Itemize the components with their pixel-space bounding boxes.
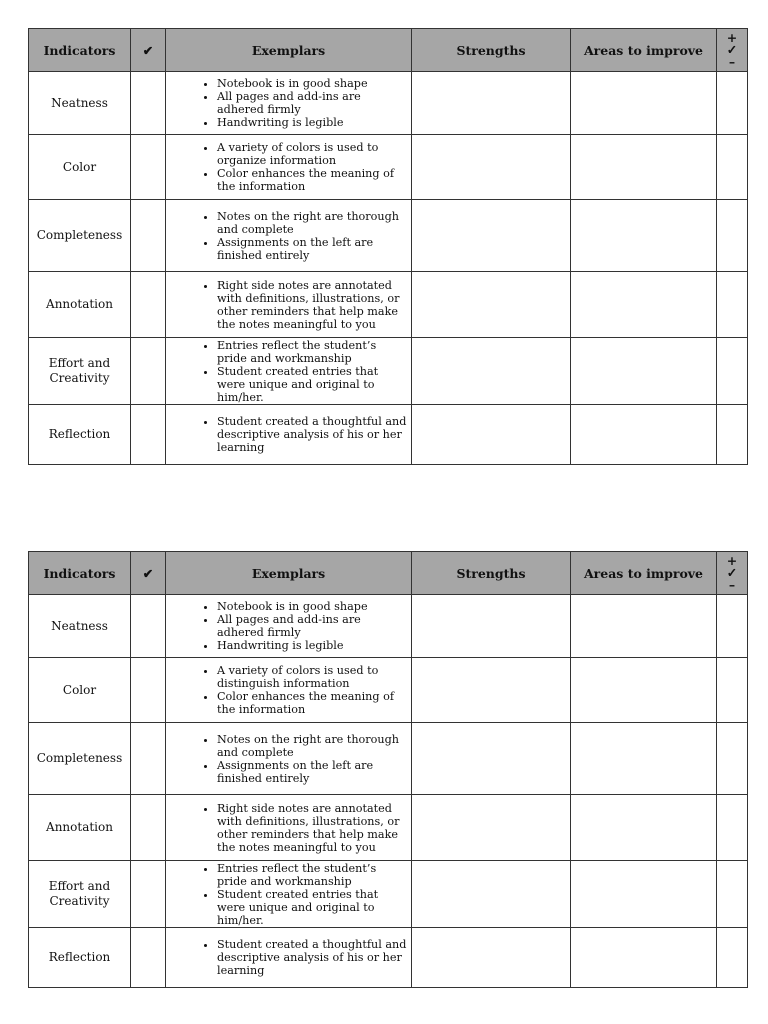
- strengths-cell[interactable]: [412, 595, 571, 658]
- exemplars-cell: [166, 723, 412, 795]
- mark-cell[interactable]: [717, 338, 748, 405]
- areas-to-improve-cell[interactable]: [571, 928, 717, 988]
- exemplar-item: • Handwriting is legible: [217, 639, 407, 652]
- indicator-cell: Color: [29, 658, 131, 723]
- check-cell[interactable]: [131, 135, 166, 200]
- exemplar-item: • Student created a thoughtful and descriptive analysis of his or her learning: [217, 415, 407, 454]
- exemplar-item: • All pages and add-ins are adhered firmly: [217, 90, 407, 116]
- exemplar-item: • Color enhances the meaning of the information: [217, 167, 407, 193]
- table-row: [29, 723, 748, 795]
- areas-to-improve-cell[interactable]: [571, 200, 717, 272]
- exemplar-item: • A variety of colors is used to distinguish information: [217, 664, 407, 690]
- areas-to-improve-cell[interactable]: [571, 338, 717, 405]
- exemplars-cell: [166, 795, 412, 861]
- exemplar-item: • Notes on the right are thorough and complete: [217, 733, 407, 759]
- areas-to-improve-header: Areas to improve: [571, 29, 717, 72]
- indicator-cell: Annotation: [29, 272, 131, 338]
- areas-to-improve-cell[interactable]: [571, 861, 717, 928]
- strengths-cell[interactable]: [412, 861, 571, 928]
- exemplar-list: [166, 733, 411, 785]
- check-cell[interactable]: [131, 272, 166, 338]
- strengths-cell[interactable]: [412, 405, 571, 465]
- exemplar-item: • Handwriting is legible: [217, 116, 407, 129]
- exemplar-list: [166, 279, 411, 331]
- exemplar-item: • Notes on the right are thorough and complete: [217, 210, 407, 236]
- exemplar-item: • Notebook is in good shape: [217, 600, 407, 613]
- exemplar-item: • Entries reflect the student’s pride and workmanship: [217, 339, 407, 365]
- strengths-cell[interactable]: [412, 200, 571, 272]
- indicator-cell: Neatness: [29, 595, 131, 658]
- check-cell[interactable]: [131, 72, 166, 135]
- indicator-cell: Reflection: [29, 928, 131, 988]
- mark-cell[interactable]: [717, 272, 748, 338]
- strengths-cell[interactable]: [412, 72, 571, 135]
- areas-to-improve-header: Areas to improve: [571, 552, 717, 595]
- exemplar-list: [166, 802, 411, 854]
- exemplars-cell: [166, 72, 412, 135]
- checkmark-mark: ✓: [726, 565, 738, 580]
- mark-cell[interactable]: [717, 723, 748, 795]
- indicator-cell: Completeness: [29, 200, 131, 272]
- table-row: [29, 338, 748, 405]
- strengths-cell[interactable]: [412, 338, 571, 405]
- strengths-cell[interactable]: [412, 795, 571, 861]
- check-cell[interactable]: [131, 795, 166, 861]
- strengths-cell[interactable]: [412, 658, 571, 723]
- exemplar-item: • A variety of colors is used to organize information: [217, 141, 407, 167]
- exemplars-cell: [166, 200, 412, 272]
- areas-to-improve-cell[interactable]: [571, 405, 717, 465]
- exemplar-item: • Student created a thoughtful and descriptive analysis of his or her learning: [217, 938, 407, 977]
- exemplar-list: [166, 77, 411, 129]
- mark-cell[interactable]: [717, 72, 748, 135]
- exemplars-cell: [166, 928, 412, 988]
- mark-cell[interactable]: [717, 405, 748, 465]
- plus-mark: +: [726, 30, 738, 45]
- indicators-header: Indicators: [29, 552, 131, 595]
- exemplar-item: • Assignments on the left are finished entirely: [217, 236, 407, 262]
- exemplar-list: [166, 210, 411, 262]
- strengths-header: Strengths: [412, 552, 571, 595]
- indicator-cell: Neatness: [29, 72, 131, 135]
- exemplar-list: [166, 600, 411, 652]
- plus-check-minus-header: [717, 552, 748, 595]
- areas-to-improve-cell[interactable]: [571, 658, 717, 723]
- exemplar-item: • Right side notes are annotated with definitions, illustrations, or other reminders that help make the notes meaningful to you: [217, 802, 407, 854]
- mark-cell[interactable]: [717, 658, 748, 723]
- exemplar-item: • Right side notes are annotated with definitions, illustrations, or other reminders that help make the notes meaningful to you: [217, 279, 407, 331]
- check-cell[interactable]: [131, 658, 166, 723]
- exemplars-cell: [166, 272, 412, 338]
- mark-cell[interactable]: [717, 200, 748, 272]
- indicator-cell: Annotation: [29, 795, 131, 861]
- exemplar-item: • Color enhances the meaning of the information: [217, 690, 407, 716]
- header-row: [29, 552, 748, 595]
- table-row: [29, 861, 748, 928]
- exemplar-item: • All pages and add-ins are adhered firmly: [217, 613, 407, 639]
- check-header: ✔: [131, 552, 166, 595]
- areas-to-improve-cell[interactable]: [571, 135, 717, 200]
- minus-mark: –: [728, 577, 736, 592]
- exemplar-item: • Student created entries that were unique and original to him/her.: [217, 888, 407, 927]
- table-row: [29, 595, 748, 658]
- rubric-table: [28, 28, 748, 465]
- indicator-cell: Reflection: [29, 405, 131, 465]
- plus-check-minus-header: [717, 29, 748, 72]
- check-cell[interactable]: [131, 928, 166, 988]
- areas-to-improve-cell[interactable]: [571, 723, 717, 795]
- plus-mark: +: [726, 553, 738, 568]
- exemplar-item: • Student created entries that were unique and original to him/her.: [217, 365, 407, 404]
- exemplars-cell: [166, 338, 412, 405]
- exemplar-list: [166, 938, 411, 977]
- strengths-cell[interactable]: [412, 135, 571, 200]
- exemplars-cell: [166, 595, 412, 658]
- exemplar-item: • Assignments on the left are finished entirely: [217, 759, 407, 785]
- exemplars-header: Exemplars: [166, 552, 412, 595]
- mark-cell[interactable]: [717, 928, 748, 988]
- strengths-cell[interactable]: [412, 272, 571, 338]
- table-row: [29, 272, 748, 338]
- exemplar-list: [166, 664, 411, 716]
- indicator-cell: Color: [29, 135, 131, 200]
- mark-cell[interactable]: [717, 795, 748, 861]
- exemplar-item: • Entries reflect the student’s pride and workmanship: [217, 862, 407, 888]
- header-row: [29, 29, 748, 72]
- exemplars-cell: [166, 658, 412, 723]
- check-cell[interactable]: [131, 338, 166, 405]
- strengths-cell[interactable]: [412, 723, 571, 795]
- table-row: [29, 200, 748, 272]
- indicator-cell: Effort and Creativity: [29, 338, 131, 405]
- check-cell[interactable]: [131, 405, 166, 465]
- exemplars-cell: [166, 135, 412, 200]
- check-cell[interactable]: [131, 723, 166, 795]
- areas-to-improve-cell[interactable]: [571, 72, 717, 135]
- check-cell[interactable]: [131, 200, 166, 272]
- check-header: ✔: [131, 29, 166, 72]
- exemplars-cell: [166, 861, 412, 928]
- mark-cell[interactable]: [717, 135, 748, 200]
- exemplar-item: • Notebook is in good shape: [217, 77, 407, 90]
- exemplar-list: [166, 339, 411, 404]
- check-cell[interactable]: [131, 595, 166, 658]
- table-row: [29, 795, 748, 861]
- indicator-cell: Effort and Creativity: [29, 861, 131, 928]
- areas-to-improve-cell[interactable]: [571, 272, 717, 338]
- exemplars-cell: [166, 405, 412, 465]
- table-row: [29, 135, 748, 200]
- mark-cell[interactable]: [717, 861, 748, 928]
- areas-to-improve-cell[interactable]: [571, 795, 717, 861]
- areas-to-improve-cell[interactable]: [571, 595, 717, 658]
- rubric-table: [28, 551, 748, 988]
- exemplar-list: [166, 141, 411, 193]
- strengths-cell[interactable]: [412, 928, 571, 988]
- table-row: [29, 72, 748, 135]
- minus-mark: –: [728, 54, 736, 69]
- exemplars-header: Exemplars: [166, 29, 412, 72]
- strengths-header: Strengths: [412, 29, 571, 72]
- exemplar-list: [166, 415, 411, 454]
- indicator-cell: Completeness: [29, 723, 131, 795]
- table-row: [29, 405, 748, 465]
- checkmark-mark: ✓: [726, 42, 738, 57]
- exemplar-list: [166, 862, 411, 927]
- check-cell[interactable]: [131, 861, 166, 928]
- table-row: [29, 928, 748, 988]
- indicators-header: Indicators: [29, 29, 131, 72]
- table-row: [29, 658, 748, 723]
- mark-cell[interactable]: [717, 595, 748, 658]
